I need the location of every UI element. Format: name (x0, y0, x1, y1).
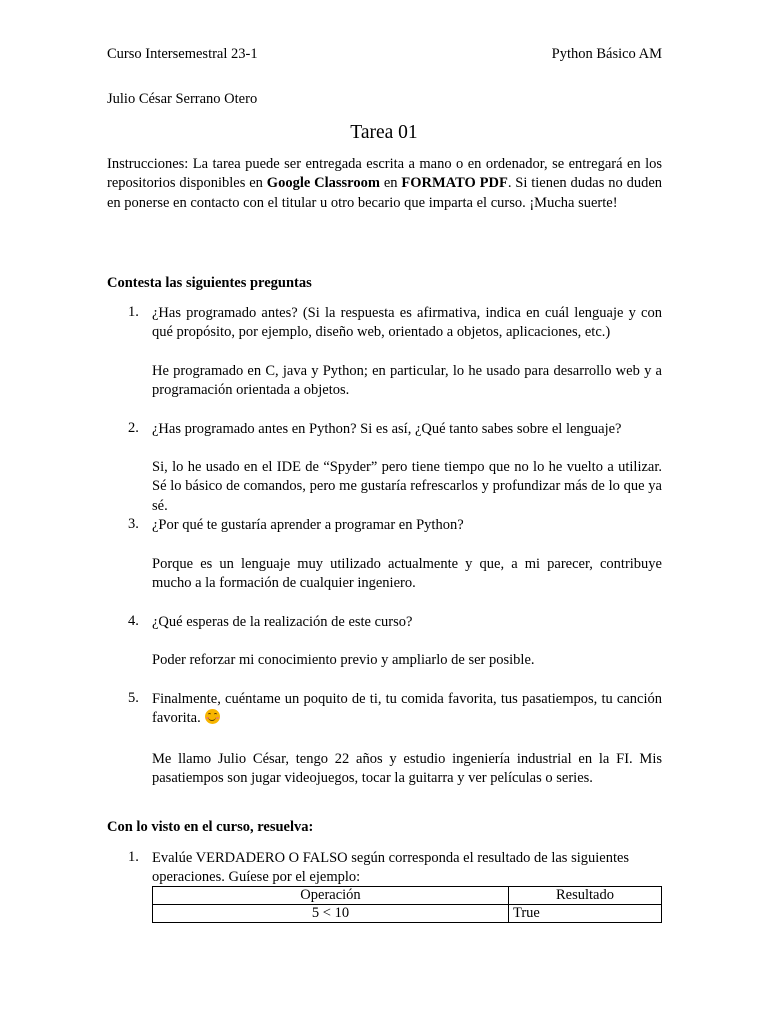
question-number: 1. (128, 304, 139, 320)
question-number: 3. (128, 516, 139, 532)
question-number: 4. (128, 613, 139, 629)
answer-text: Me llamo Julio César, tengo 22 años y estudio ingeniería industrial en la FI. Mis pasatiempos son jugar videojuegos, tocar la guitarra y ver películas o series. (152, 751, 662, 787)
section-heading-questions: Contesta las siguientes preguntas (107, 275, 312, 291)
page-title: Tarea 01 (350, 122, 418, 143)
instructions: Instrucciones: La tarea puede ser entregada escrita a mano o en ordenador, se entregará en los repositorios disponibles en Google Classroom en FORMATO PDF. Si tienen dudas no duden en ponerse en contacto con el titular u otro becario que imparta el curso. ¡Mucha suerte! (107, 156, 663, 211)
google-classroom-text: Google Classroom (266, 175, 380, 192)
question-text: Finalmente, cuéntame un poquito de ti, tu comida favorita, tus pasatiempos, tu canción favorita. (152, 691, 662, 727)
question-number: 2. (128, 420, 139, 436)
table-header-result: Resultado (509, 887, 662, 905)
answer-text: He programado en C, java y Python; en particular, lo he usado para desarrollo web y a programación orientada a objetos. (152, 363, 662, 399)
smiling-face-icon (205, 709, 220, 724)
header-course: Curso Intersemestral 23-1 (107, 46, 258, 62)
answer-text: Poder reforzar mi conocimiento previo y ampliarlo de ser posible. (152, 652, 535, 668)
table-cell-operation: 5 < 10 (153, 905, 509, 923)
header-subject: Python Básico AM (551, 46, 662, 62)
pdf-format-text: FORMATO PDF (401, 175, 508, 192)
question-number: 5. (128, 690, 139, 706)
answer-text: Porque es un lenguaje muy utilizado actualmente y que, a mi parecer, contribuye mucho a la formación de cualquier ingeniero. (152, 556, 662, 592)
question-text: ¿Qué esperas de la realización de este curso? (152, 614, 413, 630)
table-cell-result: True (509, 905, 662, 923)
exercise-text: Evalúe VERDADERO O FALSO según corresponda el resultado de las siguientes operaciones. Guíese por el ejemplo: (152, 850, 630, 886)
operations-table (152, 886, 662, 923)
table-header-row (153, 887, 662, 905)
author-name: Julio César Serrano Otero (107, 91, 258, 107)
exercise-number: 1. (128, 849, 139, 865)
section-heading-exercises: Con lo visto en el curso, resuelva: (107, 819, 314, 835)
table-row (153, 905, 662, 923)
question-text: ¿Has programado antes en Python? Si es así, ¿Qué tanto sabes sobre el lenguaje? (152, 421, 622, 437)
answer-text: Si, lo he usado en el IDE de “Spyder” pero tiene tiempo que no lo he vuelto a utilizar. Sé lo básico de comandos, pero me gustaría refrescarlos y profundizar más de lo que ya sé. (152, 459, 662, 514)
question-text: ¿Has programado antes? (Si la respuesta es afirmativa, indica en cuál lenguaje y con qué propósito, por ejemplo, diseño web, orientado a objetos, aplicaciones, etc.) (152, 305, 662, 341)
table-header-operation: Operación (153, 887, 509, 905)
question-text: ¿Por qué te gustaría aprender a programar en Python? (152, 517, 464, 533)
